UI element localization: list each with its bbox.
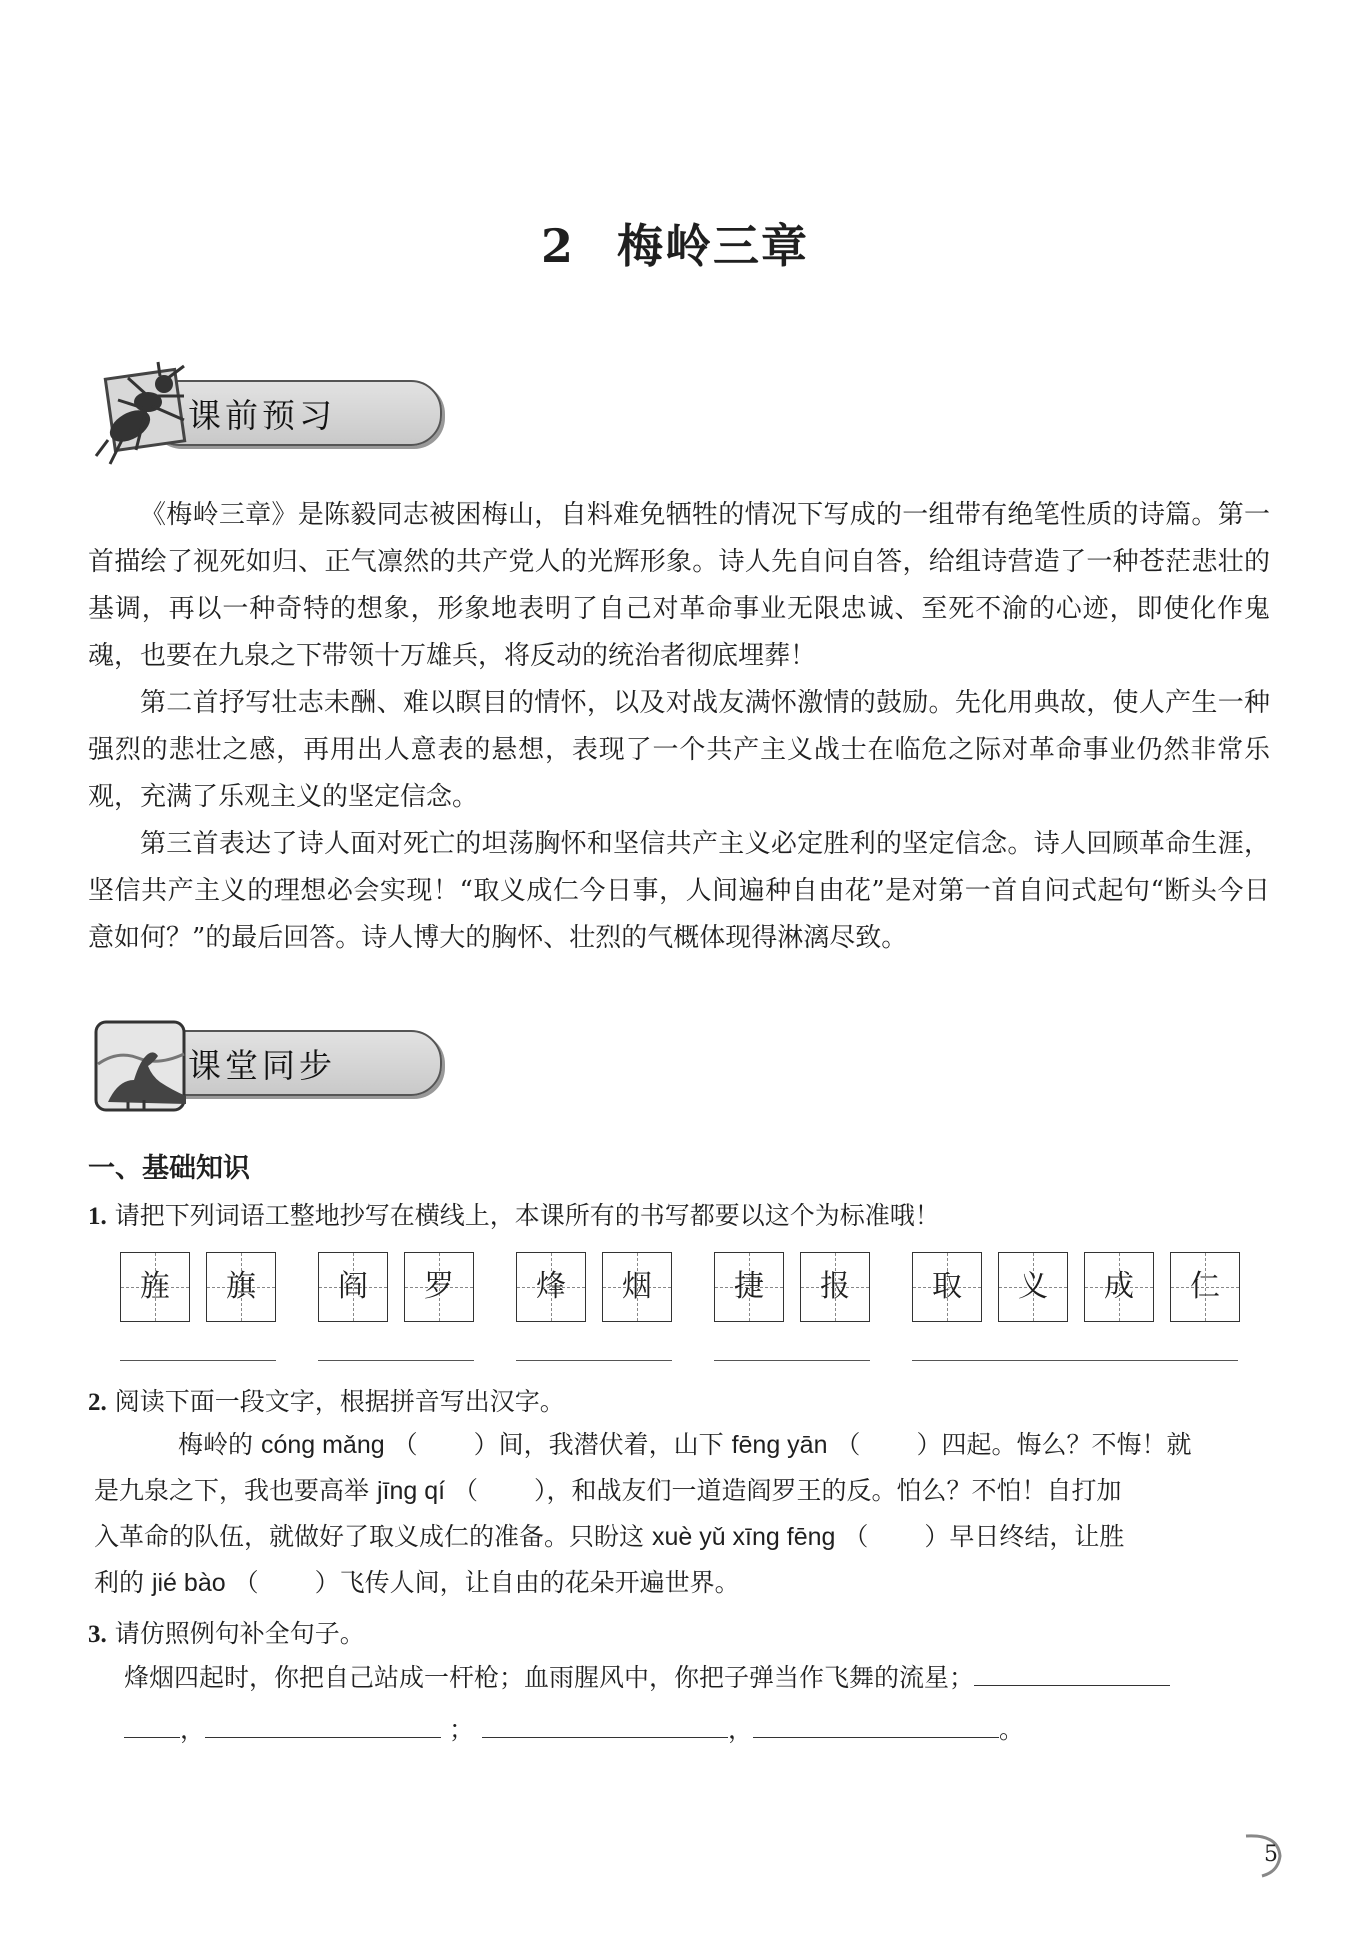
- pinyin: cóng mǎng: [260, 1431, 385, 1459]
- question-text: 请把下列词语工整地抄写在横线上，本课所有的书写都要以这个为标准哦！: [114, 1201, 940, 1230]
- example-text: 烽烟四起时，你把自己站成一杆枪；血雨腥风中，你把子弹当作飞舞的流星；: [124, 1663, 975, 1692]
- answer-blank[interactable]: [205, 1711, 441, 1738]
- intro-text: [88, 492, 1270, 962]
- page-number: 5: [1264, 1842, 1278, 1867]
- intro-paragraph-1: 《梅岭三章》是陈毅同志被困梅山，自料难免牺牲的情况下写成的一组带有绝笔性质的诗篇。第一首描绘了视死如归、正气凛然的共产党人的光辉形象。诗人先自问自答，给组诗营造了一种苍茫悲壮的基调，再以一种奇特的想象，形象地表明了自己对革命事业无限忠诚、至死不渝的心迹，即使化作鬼魂，也要在九泉之下带领十万雄兵，将反动的统治者彻底埋葬！: [88, 500, 1270, 671]
- question-number: 2.: [88, 1389, 107, 1416]
- lesson-title: 梅岭三章: [617, 219, 809, 273]
- ant-icon: [88, 360, 198, 470]
- section-label: 课前预习: [188, 396, 336, 435]
- passage-line-3: 入革命的队伍，就做好了取义成仁的准备。只盼这 xuè yǔ xīng fēng （ ）早日终结，让胜: [94, 1522, 1125, 1551]
- example-sentence: 烽烟四起时，你把自己站成一杆枪；血雨腥风中，你把子弹当作飞舞的流星； ， ； ， 。: [124, 1652, 1270, 1756]
- dinosaur-icon: [88, 1010, 198, 1120]
- question-1: [88, 1196, 940, 1232]
- answer-blank[interactable]: [974, 1659, 1170, 1686]
- answer-line[interactable]: [516, 1360, 672, 1361]
- pinyin: fēng yān: [731, 1431, 828, 1459]
- char-cell: 旗: [206, 1252, 276, 1322]
- answer-line[interactable]: [714, 1360, 870, 1361]
- question-text: 阅读下面一段文字，根据拼音写出汉字。: [114, 1387, 565, 1416]
- question-number: 1.: [88, 1203, 107, 1230]
- char-cell: 烟: [602, 1252, 672, 1322]
- char-cell: 旌: [120, 1252, 190, 1322]
- char-cell: 烽: [516, 1252, 586, 1322]
- pinyin: jié bào: [151, 1569, 226, 1597]
- lesson-number: 2: [540, 219, 575, 273]
- part-heading: 一、基础知识: [88, 1153, 250, 1184]
- answer-line[interactable]: [120, 1360, 276, 1361]
- answer-line[interactable]: [912, 1360, 1238, 1361]
- intro-paragraph-3: 第三首表达了诗人面对死亡的坦荡胸怀和坚信共产主义必定胜利的坚定信念。诗人回顾革命生涯，坚信共产主义的理想必会实现！“取义成仁今日事，人间遍种自由花”是对第一首自问式起句“断头今日意如何？”的最后回答。诗人博大的胸怀、壮烈的气概体现得淋漓尽致。: [88, 829, 1270, 953]
- char-cell: 罗: [404, 1252, 474, 1322]
- answer-blank[interactable]: [753, 1711, 999, 1738]
- answer-line[interactable]: [318, 1360, 474, 1361]
- page-title: [0, 210, 1350, 276]
- char-cell: 取: [912, 1252, 982, 1322]
- passage-line-1: 梅岭的 cóng mǎng （ ）间，我潜伏着，山下 fēng yān （ ）四起。悔么？不悔！就: [178, 1430, 1192, 1459]
- intro-paragraph-2: 第二首抒写壮志未酬、难以瞑目的情怀，以及对战友满怀激情的鼓励。先化用典故，使人产生一种强烈的悲壮之感，再用出人意表的悬想，表现了一个共产主义战士在临危之际对革命事业仍然非常乐观，充满了乐观主义的坚定信念。: [88, 688, 1270, 812]
- section-label: 课堂同步: [188, 1046, 336, 1085]
- char-cell: 成: [1084, 1252, 1154, 1322]
- char-cell: 阎: [318, 1252, 388, 1322]
- answer-blank[interactable]: [482, 1711, 728, 1738]
- passage-line-2: 是九泉之下，我也要高举 jīng qí （ ），和战友们一道造阎罗王的反。怕么？不怕！自打加: [94, 1476, 1122, 1505]
- char-cell: 仁: [1170, 1252, 1240, 1322]
- section-header-preview: [88, 360, 388, 470]
- char-cell: 义: [998, 1252, 1068, 1322]
- question-3: [88, 1614, 365, 1650]
- char-cell: 捷: [714, 1252, 784, 1322]
- question-number: 3.: [88, 1621, 107, 1648]
- page-arc-icon: [1238, 1830, 1286, 1878]
- pinyin: jīng qí: [376, 1477, 446, 1505]
- answer-blank[interactable]: [124, 1711, 180, 1738]
- passage-line-4: 利的 jié bào （ ）飞传人间，让自由的花朵开遍世界。: [94, 1568, 740, 1597]
- question-text: 请仿照例句补全句子。: [114, 1619, 365, 1648]
- pinyin-passage: [94, 1422, 1270, 1606]
- pinyin: xuè yǔ xīng fēng: [651, 1523, 836, 1551]
- section-header-classroom: [88, 1010, 388, 1120]
- question-2: [88, 1382, 565, 1418]
- char-cell: 报: [800, 1252, 870, 1322]
